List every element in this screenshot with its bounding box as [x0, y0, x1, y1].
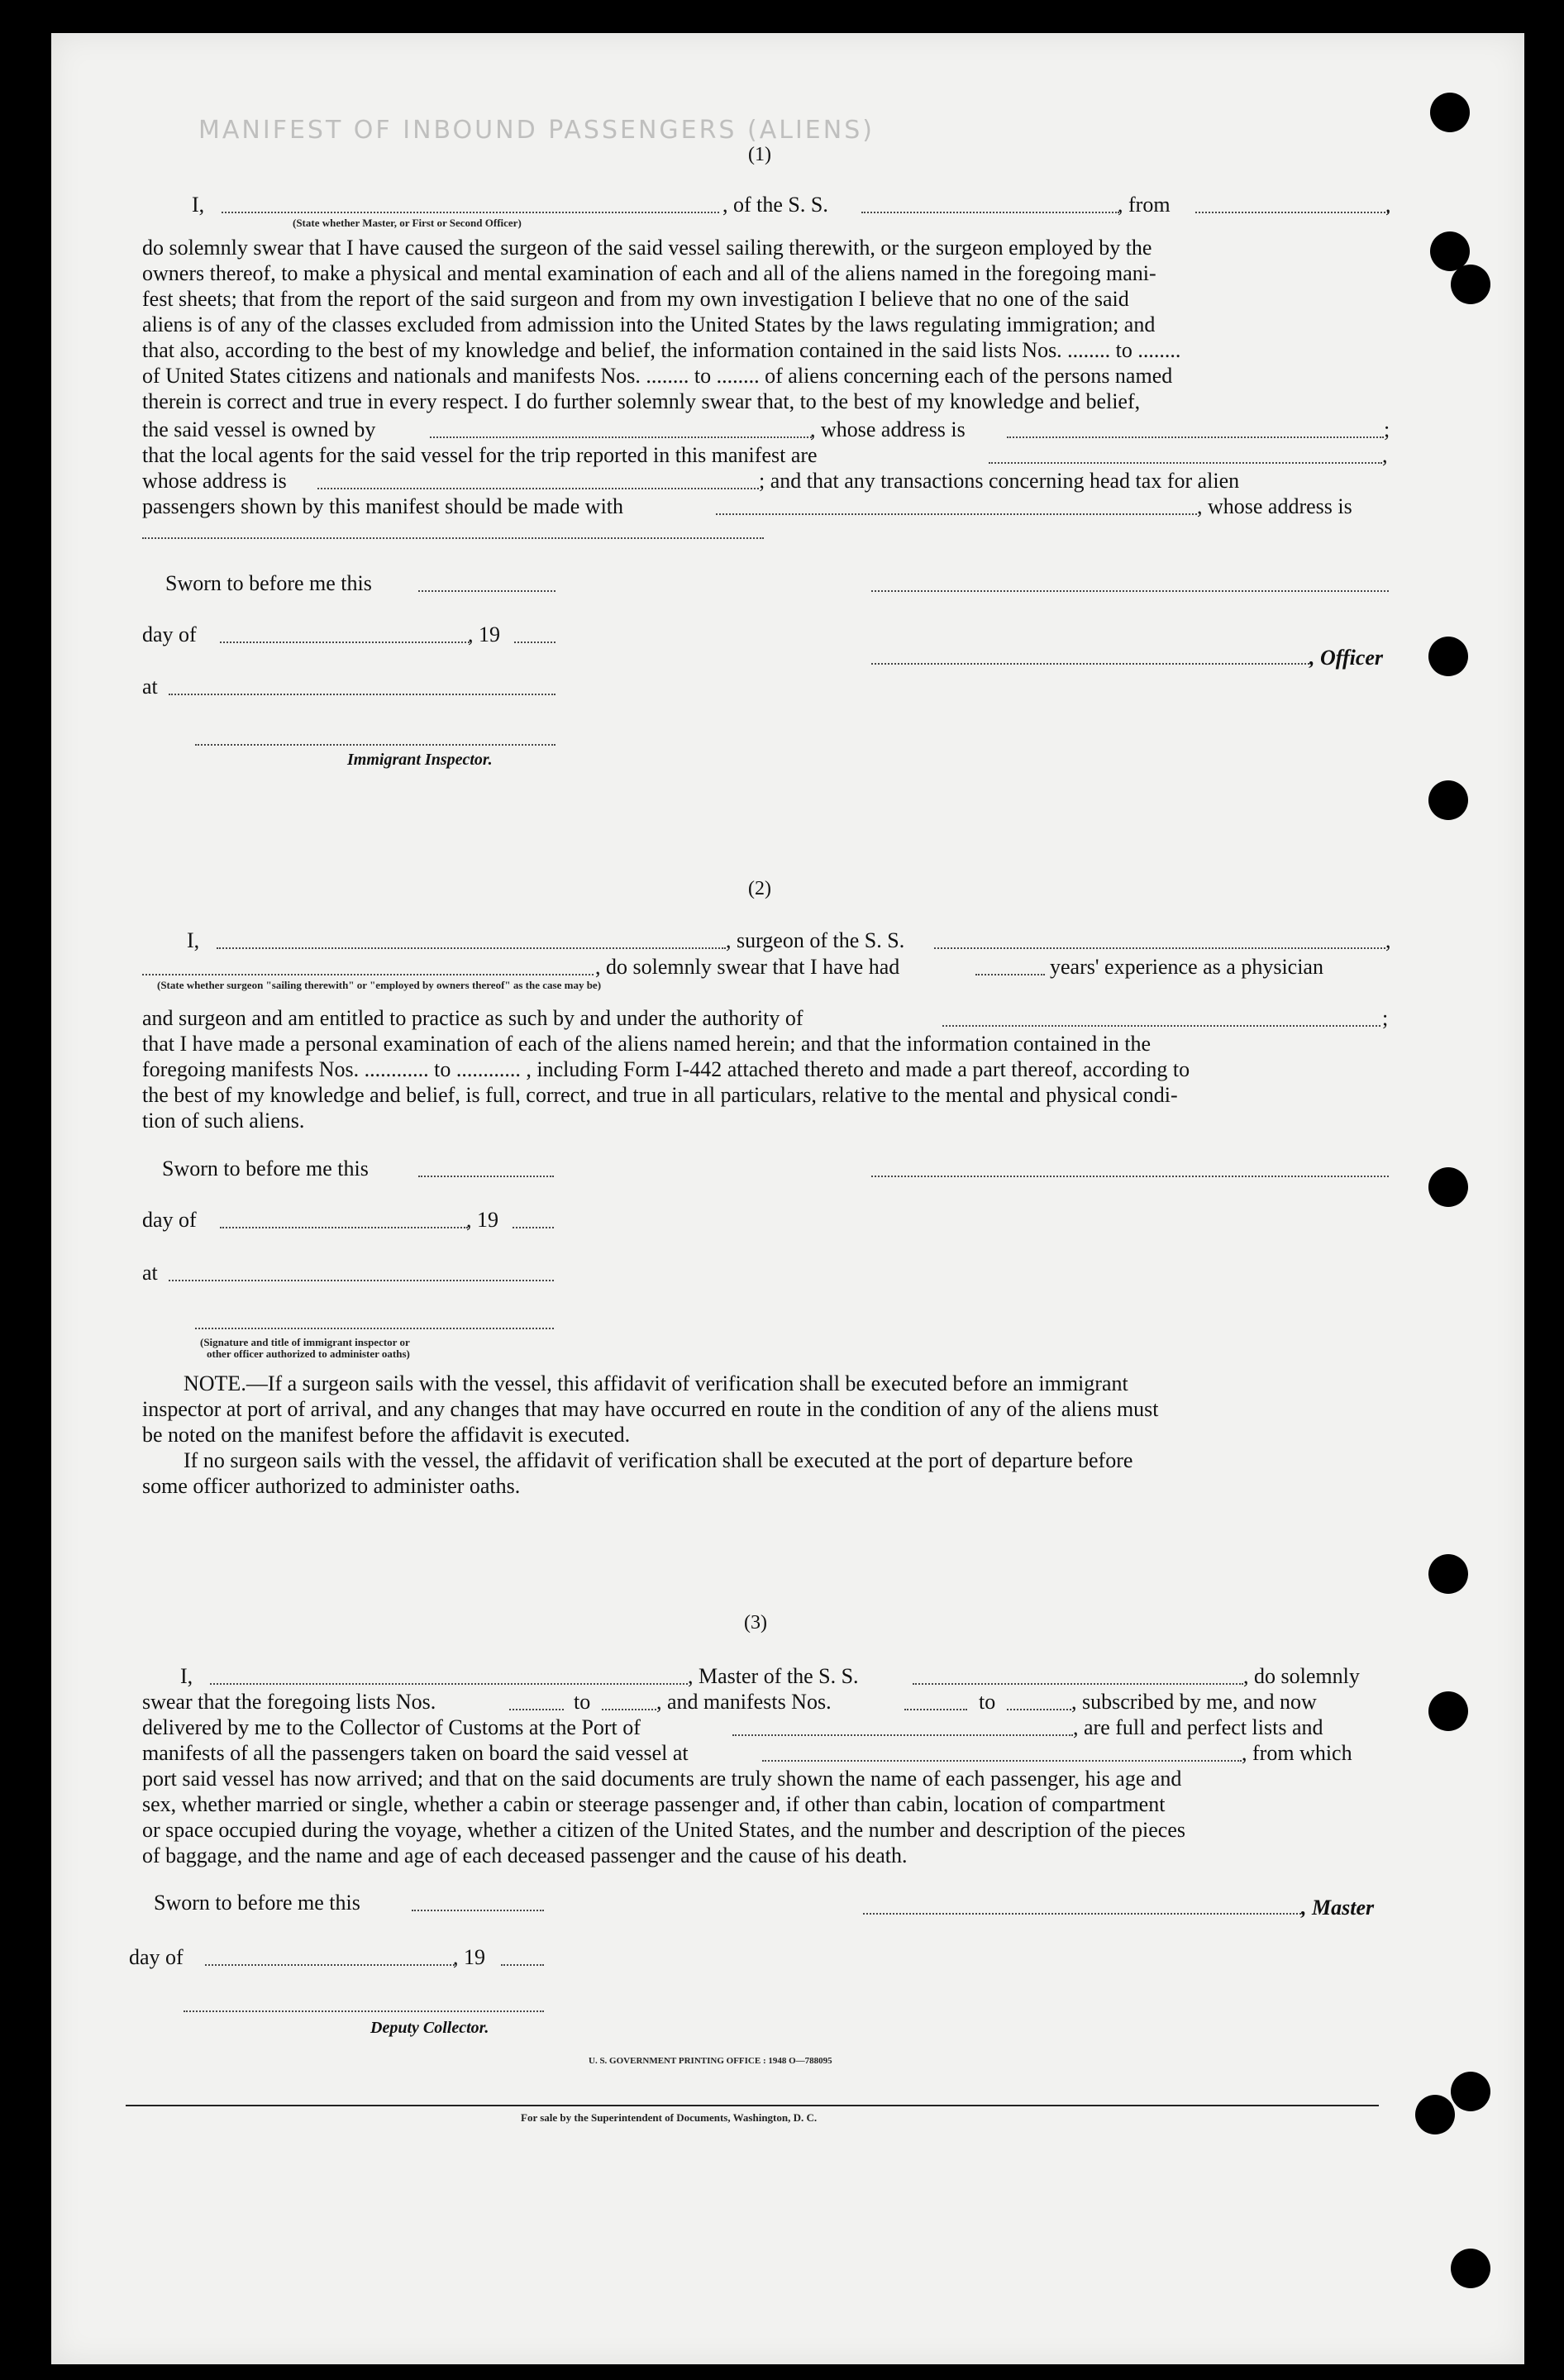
punch-hole [1415, 2095, 1455, 2134]
bottom-rule [126, 2105, 1379, 2106]
s1-vessel-name-blank [861, 212, 1119, 213]
s2-body-line: that I have made a personal examination of each of the aliens named herein; and that the information contained in the [142, 1032, 1152, 1056]
s3-delivered: delivered by me to the Collector of Customs at the Port of [142, 1715, 641, 1739]
for-sale-line: For sale by the Superintendent of Documents, Washington, D. C. [521, 2111, 818, 2124]
s3-full-perfect: , are full and perfect lists and [1073, 1715, 1323, 1739]
s2-at-blank [169, 1280, 554, 1281]
s2-years-label: years' experience as a physician [1050, 955, 1323, 979]
note-line: NOTE.—If a surgeon sails with the vessel, this affidavit of verification shall be executed before an immigrant [184, 1371, 1128, 1395]
s3-year-blank [501, 1964, 544, 1966]
s2-body-line: the best of my knowledge and belief, is full, correct, and true in all particulars, relative to the mental and physical condi- [142, 1083, 1178, 1107]
s1-owner-blank [430, 436, 812, 438]
punch-hole [1428, 1554, 1468, 1594]
s3-master-of-ss: , Master of the S. S. [688, 1664, 859, 1688]
s2-vessel-blank [934, 947, 1385, 949]
note-line: be noted on the manifest before the affidavit is executed. [142, 1423, 631, 1447]
s2-inspector-signature-blank [195, 1328, 554, 1329]
s2-at: at [142, 1261, 158, 1285]
s2-caption-signature-2: other officer authorized to administer oaths) [207, 1347, 410, 1360]
s2-day-of-blank [220, 1227, 468, 1228]
s1-body-line: aliens is of any of the classes excluded from admission into the United States by the laws regulating immigration; and [142, 312, 1156, 336]
punch-hole [1428, 1167, 1468, 1207]
s3-collector-signature-blank [184, 2010, 544, 2012]
s3-body-line: sex, whether married or single, whether a cabin or steerage passenger and, if other than cabin, location of compartment [142, 1792, 1166, 1816]
punch-hole [1451, 2249, 1490, 2288]
s3-port-blank [732, 1734, 1073, 1736]
s2-body-line: foregoing manifests Nos. ............ to ............ , including Form I-442 attached thereto and made a part thereof, according to [142, 1057, 1190, 1081]
s1-whose-address-3: , whose address is [1197, 494, 1352, 518]
s3-departure-port-blank [762, 1760, 1242, 1762]
s1-local-agents: that the local agents for the said vessel for the trip reported in this manifest are [142, 443, 818, 467]
s3-collector-label: Deputy Collector. [370, 2019, 489, 2037]
s1-body-line: fest sheets; that from the report of the said surgeon and from my own investigation I believe that no one of the said [142, 287, 1129, 311]
section-number-1: (1) [748, 144, 771, 165]
s1-from-label: , from [1118, 193, 1171, 217]
s2-swear-label: , do solemnly swear that I have had [595, 955, 900, 979]
s2-surgeon-signature-blank [871, 1176, 1389, 1177]
s1-head-tax-address-blank [142, 537, 764, 539]
note-line: some officer authorized to administer oaths. [142, 1474, 521, 1498]
printing-office-line: U. S. GOVERNMENT PRINTING OFFICE : 1948 O—788095 [589, 2056, 832, 2066]
s3-manifests-taken: manifests of all the passengers taken on board the said vessel at [142, 1741, 689, 1765]
s1-owned-by: the said vessel is owned by [142, 417, 376, 441]
s3-master-label: , Master [1301, 1896, 1375, 1920]
s2-surgeon-type-blank [142, 974, 594, 975]
s3-subscribed: , subscribed by me, and now [1071, 1690, 1317, 1714]
s1-head-tax: ; and that any transactions concerning head tax for alien [759, 469, 1240, 493]
s3-swear-lists: swear that the foregoing lists Nos. [142, 1690, 436, 1714]
s3-solemnly: , do solemnly [1243, 1664, 1360, 1688]
s1-agents-address-blank [317, 488, 759, 489]
s2-day-of: day of [142, 1208, 197, 1232]
s3-manifests-to-blank [1007, 1709, 1071, 1710]
s2-sworn-date-blank [418, 1176, 554, 1177]
punch-hole [1428, 637, 1468, 676]
s1-from-port-blank [1195, 212, 1389, 213]
s1-head-tax-with: passengers shown by this manifest should be made with [142, 494, 624, 518]
punch-hole [1451, 265, 1490, 304]
s1-at: at [142, 675, 158, 699]
s2-caption-surgeon-type: (State whether surgeon "sailing therewith" or "employed by owners thereof" as the case may be) [157, 979, 602, 991]
s1-master-signature-blank [871, 590, 1389, 592]
s1-agents-blank [989, 462, 1382, 464]
s2-sworn: Sworn to before me this [162, 1157, 369, 1180]
s3-i-label: I, [180, 1664, 193, 1688]
s1-day-of-blank [220, 642, 470, 643]
s1-inspector-signature-blank [195, 744, 556, 746]
s3-lists-from-blank [509, 1709, 564, 1710]
s2-body-line: tion of such aliens. [142, 1109, 305, 1133]
faint-header-stamp: MANIFEST OF INBOUND PASSENGERS (ALIENS) [198, 116, 875, 145]
s1-head-tax-blank [716, 513, 1197, 515]
s1-body [142, 235, 1390, 414]
s1-body-line: therein is correct and true in every respect. I do further solemnly swear that, to the best of my knowledge and belief, [142, 389, 1141, 413]
s1-at-blank [169, 694, 556, 695]
s1-year: , 19 [468, 622, 500, 646]
s2-caption-signature-1: (Signature and title of immigrant inspector or [200, 1336, 410, 1348]
s1-inspector-label: Immigrant Inspector. [347, 751, 493, 769]
s1-year-blank [514, 642, 556, 643]
s3-day-of: day of [129, 1945, 184, 1969]
s3-sworn-date-blank [412, 1910, 544, 1911]
s1-sworn: Sworn to before me this [165, 571, 372, 595]
s3-sworn: Sworn to before me this [154, 1891, 360, 1915]
note-line: inspector at port of arrival, and any changes that may have occurred en route in the condition of any of the aliens must [142, 1397, 1159, 1421]
punch-hole [1428, 780, 1468, 820]
s1-caption-officer: (State whether Master, or First or Second Officer) [293, 217, 522, 229]
s3-body-line: of baggage, and the name and age of each deceased passenger and the cause of his death. [142, 1843, 908, 1867]
section-number-2: (2) [748, 878, 771, 899]
s2-year-blank [513, 1227, 554, 1228]
s2-body [142, 1031, 1390, 1133]
s3-master-name-blank [210, 1683, 688, 1685]
punch-hole [1451, 2072, 1490, 2111]
note-line: If no surgeon sails with the vessel, the affidavit of verification shall be executed at the port of departure before [184, 1448, 1133, 1472]
s1-day-of: day of [142, 622, 197, 646]
s1-officer-title-blank [222, 212, 719, 213]
s1-whose-address: , whose address is [810, 417, 966, 441]
s3-body-line: port said vessel has now arrived; and that on the said documents are truly shown the name of each passenger, his age and [142, 1767, 1182, 1791]
s1-officer-signature-blank [871, 663, 1309, 665]
s1-officer-label: , Officer [1309, 646, 1384, 670]
s3-year: , 19 [453, 1945, 485, 1969]
s2-authority: and surgeon and am entitled to practice as such by and under the authority of [142, 1006, 803, 1030]
s3-body-line: or space occupied during the voyage, whether a citizen of the United States, and the number and description of the pieces [142, 1818, 1186, 1842]
s1-whose-address-2: whose address is [142, 469, 287, 493]
s1-body-line: of United States citizens and nationals and manifests Nos. ........ to ........ of aliens concerning each of the persons named [142, 364, 1173, 388]
s1-i-label: I, [192, 193, 205, 217]
s2-surgeon-label: , surgeon of the S. S. [726, 928, 905, 952]
s2-surgeon-name-blank [217, 947, 726, 949]
s3-manifests-from-blank [904, 1709, 967, 1710]
s3-vessel-blank [913, 1683, 1243, 1685]
s3-day-of-blank [205, 1964, 455, 1966]
s1-sworn-date-blank [418, 590, 556, 592]
s3-body [142, 1766, 1385, 1868]
s3-from-which: , from which [1242, 1741, 1352, 1765]
s2-authority-blank [942, 1025, 1380, 1027]
punch-hole [1430, 93, 1470, 132]
s1-body-line: do solemnly swear that I have caused the surgeon of the said vessel sailing therewith, or the surgeon employed by the [142, 236, 1152, 260]
s3-lists-to-blank [602, 1709, 656, 1710]
s2-year: , 19 [466, 1208, 498, 1232]
s1-owner-address-blank [1007, 436, 1384, 438]
s3-manifests-nos: , and manifests Nos. [656, 1690, 832, 1714]
punch-hole [1428, 1691, 1468, 1731]
s1-of-ss-label: , of the S. S. [722, 193, 828, 217]
s1-body-line: owners thereof, to make a physical and mental examination of each and all of the aliens named in the foregoing mani- [142, 261, 1156, 285]
s2-years-blank [975, 974, 1045, 975]
s2-i-label: I, [187, 928, 200, 952]
s1-body-line: that also, according to the best of my knowledge and belief, the information contained in the said lists Nos. ........ to ........ [142, 338, 1181, 362]
s3-master-signature-blank [863, 1913, 1301, 1915]
section-number-3: (3) [744, 1612, 767, 1634]
s2-note [142, 1371, 1387, 1499]
